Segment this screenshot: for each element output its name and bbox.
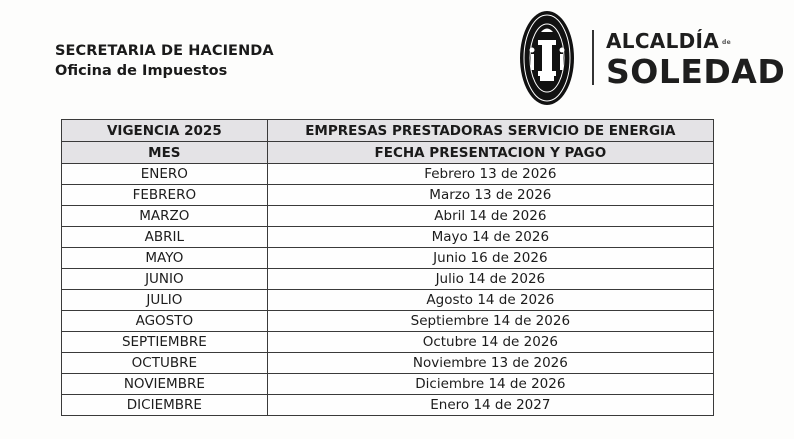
cell-mes: NOVIEMBRE	[62, 374, 268, 395]
cell-fecha: Marzo 13 de 2026	[267, 185, 713, 206]
office-name: Oficina de Impuestos	[55, 63, 228, 79]
cell-fecha: Enero 14 de 2027	[267, 395, 713, 416]
table-row	[62, 311, 714, 332]
cell-mes: AGOSTO	[62, 311, 268, 332]
table-header-row	[62, 120, 714, 142]
header-mes: MES	[62, 142, 268, 164]
header-empresas: EMPRESAS PRESTADORAS SERVICIO DE ENERGIA	[267, 120, 713, 142]
cell-fecha: Agosto 14 de 2026	[267, 290, 713, 311]
cell-mes: JULIO	[62, 290, 268, 311]
department-name: SECRETARIA DE HACIENDA	[55, 43, 274, 59]
cell-fecha: Febrero 13 de 2026	[267, 164, 713, 185]
table-header-row	[62, 142, 714, 164]
tax-calendar-table	[61, 119, 714, 416]
header-fecha: FECHA PRESENTACION Y PAGO	[267, 142, 713, 164]
cell-fecha: Septiembre 14 de 2026	[267, 311, 713, 332]
table-row	[62, 248, 714, 269]
cell-mes: FEBRERO	[62, 185, 268, 206]
brand-divider	[592, 30, 594, 85]
cell-fecha: Diciembre 14 de 2026	[267, 374, 713, 395]
table-row	[62, 290, 714, 311]
table-row	[62, 206, 714, 227]
table-row	[62, 185, 714, 206]
alcaldia-logo	[606, 30, 785, 90]
table-row	[62, 353, 714, 374]
header-vigencia: VIGENCIA 2025	[62, 120, 268, 142]
cell-mes: SEPTIEMBRE	[62, 332, 268, 353]
cell-mes: JUNIO	[62, 269, 268, 290]
table-row	[62, 227, 714, 248]
cell-mes: MARZO	[62, 206, 268, 227]
cell-fecha: Abril 14 de 2026	[267, 206, 713, 227]
table-row	[62, 269, 714, 290]
organization-heading	[55, 41, 274, 81]
cell-fecha: Junio 16 de 2026	[267, 248, 713, 269]
brand-line2: SOLEDAD	[606, 51, 786, 91]
cell-mes: DICIEMBRE	[62, 395, 268, 416]
cell-fecha: Mayo 14 de 2026	[267, 227, 713, 248]
table-row	[62, 374, 714, 395]
cell-mes: MAYO	[62, 248, 268, 269]
table-row	[62, 332, 714, 353]
cell-mes: ENERO	[62, 164, 268, 185]
cell-mes: ABRIL	[62, 227, 268, 248]
cell-mes: OCTUBRE	[62, 353, 268, 374]
cell-fecha: Octubre 14 de 2026	[267, 332, 713, 353]
brand-de: de	[722, 38, 732, 46]
table-row	[62, 164, 714, 185]
brand-line1: ALCALDÍA	[606, 29, 720, 53]
cell-fecha: Julio 14 de 2026	[267, 269, 713, 290]
cell-fecha: Noviembre 13 de 2026	[267, 353, 713, 374]
coat-of-arms-icon	[519, 10, 575, 106]
table-row	[62, 395, 714, 416]
